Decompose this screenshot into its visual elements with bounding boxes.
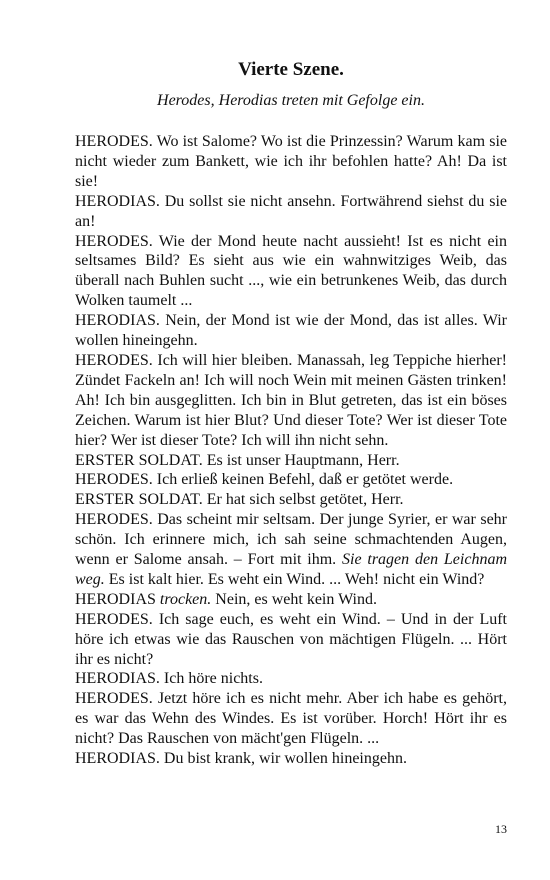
page-content — [75, 58, 507, 769]
stage-direction-inline: trocken. — [159, 590, 212, 608]
dialogue-text: HERODES. Jetzt höre ich es nicht mehr. Aber ich habe es gehört, es war das Wehn des Windes. Es ist vorüber. Horch! Hört ihr es nicht? Das Rauschen von mächt'gen Flügeln. ... — [75, 690, 507, 748]
dialogue-paragraph — [75, 232, 507, 312]
dialogue-text: HERODIAS. Du bist krank, wir wollen hineingehn. — [75, 750, 407, 768]
dialogue-text: HERODIAS. Ich höre nichts. — [75, 670, 263, 688]
stage-direction-inline: Sie tragen den Leichnam weg. — [75, 551, 507, 588]
dialogue-text: ERSTER SOLDAT. Er hat sich selbst getötet, Herr. — [75, 491, 404, 509]
dialogue-text: HERODES. Ich will hier bleiben. Manassah, leg Teppiche hierher! Zündet Fackeln an! Ich will noch Wein mit meinen Gästen trinken! Ah! Ich bin ausgeglitten. Ich bin in Blut getreten, das ist ein böses Zeichen. Warum ist hier Blut? Und dieser Tote? Wer ist dieser Tote hier? Wer ist dieser Tote? Ich will ihn nicht sehn. — [75, 351, 507, 449]
dialogue-text: HERODES. Ich erließ keinen Befehl, daß er getötet werde. — [75, 471, 454, 489]
dialogue-paragraph — [75, 490, 507, 510]
stage-direction: Herodes, Herodias treten mit Gefolge ein. — [157, 92, 425, 109]
dialogue-text: HERODIAS. Du sollst sie nicht ansehn. Fortwährend siehst du sie an! — [75, 192, 507, 230]
page-number: 13 — [495, 822, 507, 836]
dialogue-paragraph — [75, 590, 507, 610]
dialogue-text: HERODES. Das scheint mir seltsam. Der junge Syrier, er war sehr schön. Ich erinnere mich, ich sah seine schmachtenden Augen, wenn er Salome ansah. – Fort mit ihm. — [75, 511, 507, 569]
dialogue-paragraph — [75, 470, 507, 490]
dialogue-text: Es ist kalt hier. Es weht ein Wind. ... Weh! nicht ein Wind? — [104, 570, 485, 588]
dialogue-paragraph — [75, 669, 507, 689]
dialogue-paragraph — [75, 451, 507, 471]
dialogue-paragraph — [75, 749, 507, 769]
dialogue-paragraph — [75, 311, 507, 351]
dialogue-body — [75, 132, 507, 769]
dialogue-paragraph — [75, 351, 507, 451]
dialogue-text: ERSTER SOLDAT. Es ist unser Hauptmann, Herr. — [75, 451, 400, 469]
dialogue-text: Nein, es weht kein Wind. — [211, 590, 377, 608]
dialogue-text: HERODIAS — [75, 590, 160, 608]
scene-title: Vierte Szene. — [238, 59, 344, 80]
dialogue-text: HERODIAS. Nein, der Mond ist wie der Mond, das ist alles. Wir wollen hineingehn. — [75, 312, 507, 350]
dialogue-paragraph — [75, 689, 507, 749]
dialogue-paragraph — [75, 610, 507, 670]
dialogue-text: HERODES. Ich sage euch, es weht ein Wind. – Und in der Luft höre ich etwas wie das Rauschen von mächtigen Flügeln. ... Hört ihr es nicht? — [75, 610, 507, 668]
dialogue-paragraph — [75, 192, 507, 232]
dialogue-text: HERODES. Wo ist Salome? Wo ist die Prinzessin? Warum kam sie nicht wieder zum Bankett, wie ich ihr befohlen hatte? Ah! Da ist sie! — [75, 133, 507, 190]
dialogue-paragraph — [75, 510, 507, 590]
dialogue-paragraph — [75, 132, 507, 192]
dialogue-text: HERODES. Wie der Mond heute nacht aussieht! Ist es nicht ein seltsames Bild? Es sieht aus wie ein wahnwitziges Weib, das überall nach Buhlen sucht ..., wie ein betrunkenes Weib, das durch Wolken taumelt ... — [75, 232, 507, 310]
